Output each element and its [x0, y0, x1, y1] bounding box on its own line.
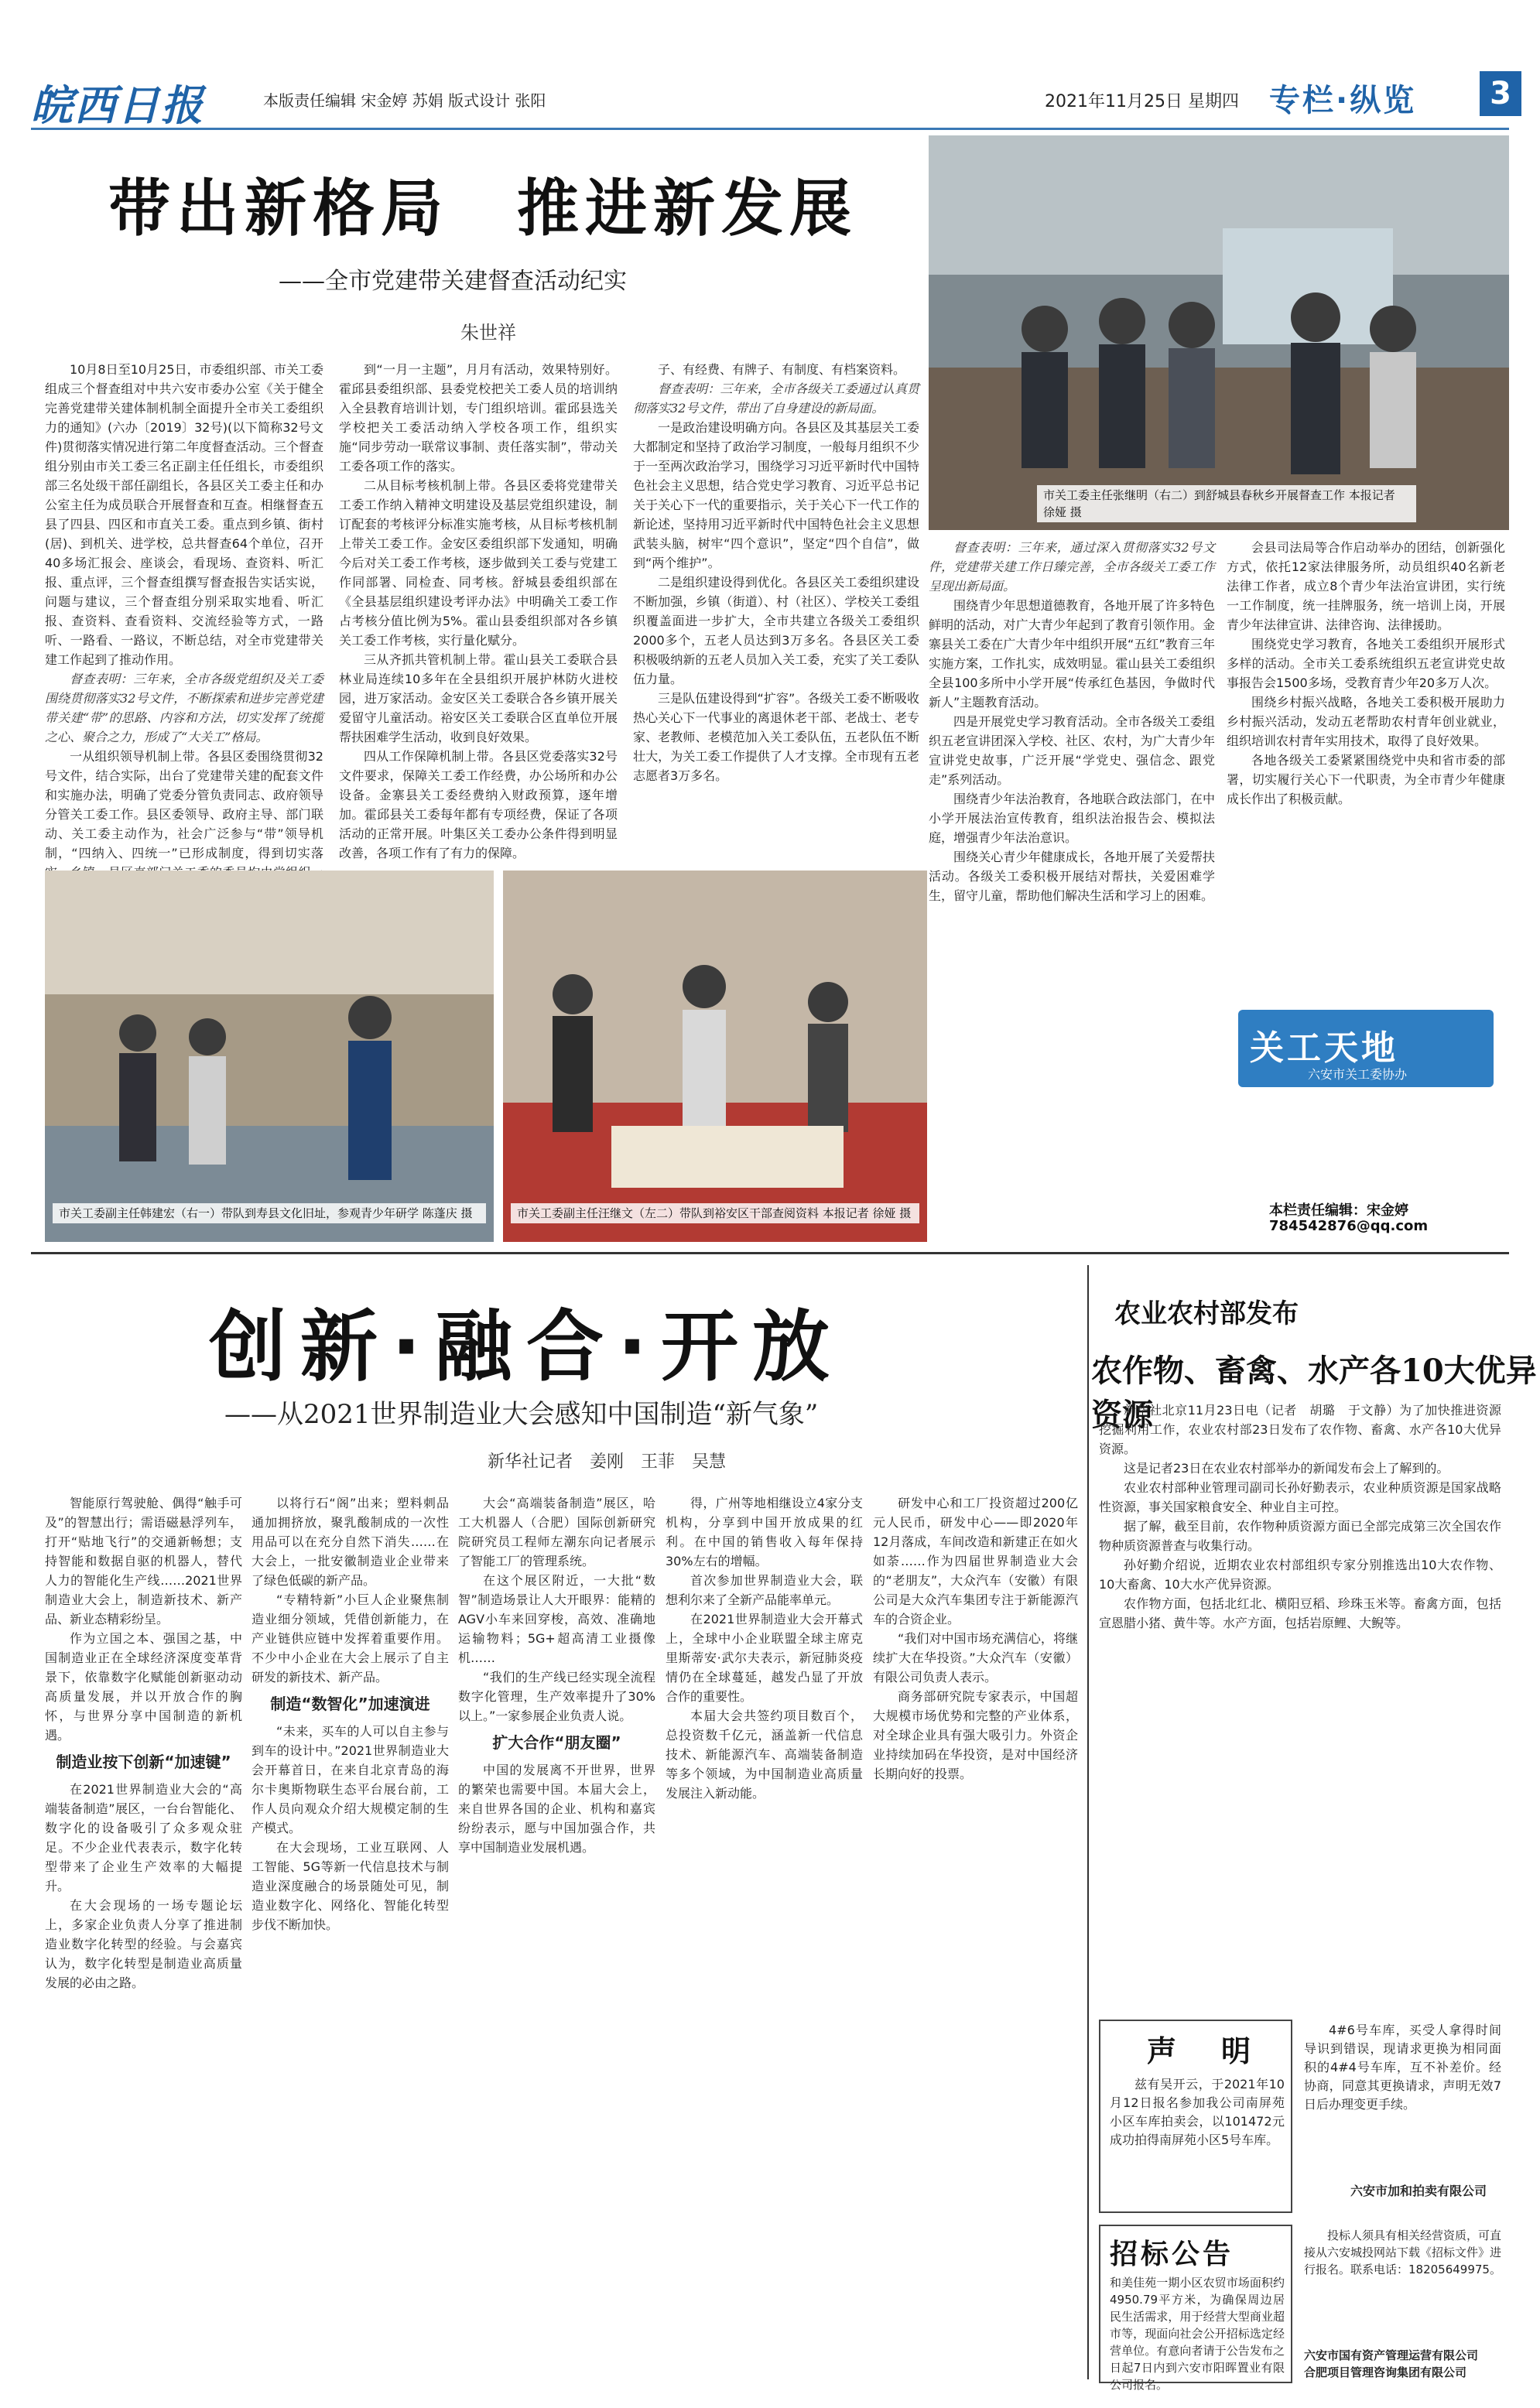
page-editors: 本版责任编辑 宋金婷 苏娟 版式设计 张阳	[263, 91, 546, 110]
zhaopin-title: 招标公告	[1110, 2238, 1234, 2270]
article1-right-photo	[503, 871, 927, 1242]
column-email: 784542876@qq.com	[1269, 1218, 1429, 1234]
zhaopin-company-2: 合肥项目管理咨询集团有限公司	[1304, 2365, 1467, 2379]
section-name: 专栏·纵览	[1269, 83, 1417, 118]
museum-visit-icon	[45, 871, 494, 1242]
article1-column-5: 会县司法局等合作启动举办的团结，创新强化方式，依托12家法律服务所，动员组织40名新老法律工作者，成立8个青少年法治宣讲团，实行统一工作制度，统一挂牌服务，统一培训上岗，开展青少年法律宣讲、法律咨询、法律援助。 围绕党史学习教育，各地关工委组织开展形式多样的活动。全市关工委系统组织五老宣讲党史故事报告会1500多场，受教育青少年20多万人次。 围绕乡村振兴战略，各地关工委积极开展助力乡村振兴活动，发动五老帮助农村青年创业就业，组织培训农村青年实用技术，取得了良好效果。 各地各级关工委紧紧围绕党中央和省市委的部署，切实履行关心下一代职责，为全市青少年健康成长作出了积极贡献。	[1227, 540, 1505, 806]
newspaper-logo: 皖西日报	[31, 80, 204, 130]
shengming-body: 兹有吴开云，于2021年10月12日报名参加我公司南屏苑小区车库拍卖会，以101472元成功拍得南屏苑小区5号车库。	[1110, 2077, 1285, 2147]
article1-subtitle: ——全市党建带关建督查活动纪实	[279, 268, 627, 295]
zhaopin-right-body: 投标人须具有相关经营资质，可直接从六安城投网站下载《招标文件》进行报名。联系电话：18205649975。	[1304, 2228, 1502, 2276]
article2-title: 创新·融合·开放	[209, 1301, 844, 1392]
article2-subtitle: ——从2021世界制造业大会感知中国制造“新气象”	[224, 1399, 819, 1430]
column-banner-title: 关工天地	[1250, 1028, 1398, 1068]
document-review-icon	[503, 871, 927, 1242]
article2-author: 新华社记者 姜刚 王菲 吴慧	[488, 1452, 727, 1472]
issue-date: 2021年11月25日 星期四	[1045, 92, 1239, 111]
article1-column-1: 10月8日至10月25日，市委组织部、市关工委组成三个督查组对中共六安市委办公室《关于健全完善党建带关建体制机制全面提升全市关工委组织力的通知》(六办〔2019〕32号)(以下简称32号文件)贯彻落实情况进行第二年度督查活动。三个督查组分别由市关工委三名正副主任任组长，市委组织部三名处级干部任副组长，各县区关工委主任和办公室主任为成员联合开展督查和互查。相继督查五县了四县、四区和市直关工委。重点到乡镇、街村(居)、到机关、进学校，总共督查64个单位，召开40多场汇报会、座谈会，看现场、查资料、听汇报、重点评，三个督查组撰写督查报告实话实说，问题与建议，三个督查组分别采取实地看、听汇报、查资料、查看资料、交流经验等方式，一路听、一路看、一路议，不断总结，对全市党建带关建工作起到了推动作用。 督查表明：三年来，全市各级党组织及关工委围绕贯彻落实32号文件，不断探索和进步完善党建带关建“带”的思路、内容和方法，切实发挥了统揽之心、聚合之力，形成了“大关工”格局。 一从组织领导机制上带。各县区委围绕贯彻32号文件，结合实际，出台了党建带关建的配套文件和实施办法，明确了党委分管负责同志、政府领导分管关工委工作。县区委领导、政府主导、部门联动、关工委主动作为，社会广泛参与“带”领导机制，“四纳入、四统一”已形成制度，得到切实落	[45, 362, 323, 860]
shengming-company: 六安市加和拍卖有限公司	[1350, 2184, 1487, 2198]
article2-column-3: 大会“高端装备制造”展区，哈工大机器人（合肥）国际创新研究院研究员工程师左潮东向记者展示了智能工厂的管理系统。 在这个展区附近，一大批“数智”制造场景让人大开眼界：能精的AGV小车来回穿梭，高效、准确地运输物料；5G+超高清工业摄像机…… “我们的生产线已经实现全流程数字化管理，生产效率提升了30%以上。”一家参展企业负责人说。 扩大合作“朋友圈” 中国的发展离不开世界，世界的繁荣也需要中国。本届大会上，来自世界各国的企业、机构和嘉宾纷纷表示，愿与中国加强合作，共享中国制造业发展机遇。	[458, 1496, 655, 1855]
section-divider	[31, 1252, 1509, 1254]
shengming-notice	[1099, 2020, 1292, 2213]
zhaopin-body: 和美佳苑一期小区农贸市场面积约4950.79平方米，为确保周边居民生活需求，用于经营大型商业超市等，现面向社会公开招标选定经营单位。有意向者请于公告发布之日起7日内到六安市阳晖置业有限公司报名。	[1110, 2276, 1285, 2392]
factory-scene-icon	[929, 135, 1509, 530]
zhaopin-notice	[1099, 2225, 1292, 2392]
article1-left-photo	[45, 871, 494, 1242]
article2-subhead-1: 制造业按下创新“加速键”	[56, 1753, 231, 1771]
vertical-divider	[1087, 1265, 1089, 2379]
article2-column-5: 研发中心和工厂投资超过200亿元人民币，研发中心——即2020年12月落成，车间改造和新建正在如火如荼……作为四届世界制造业大会的“老朋友”，大众汽车（安徽）有限公司是大众汽车集团专注于新能源汽车的合资企业。 “我们对中国市场充满信心，将继续扩大在华投资。”大众汽车（安徽）有限公司负责人表示。 商务部研究院专家表示，中国超大规模市场优势和完整的产业体系，对全球企业具有强大吸引力。外资企业持续加码在华投资，是对中国经济长期向好的投票。	[873, 1496, 1078, 1781]
column-editor: 本栏责任编辑：宋金婷	[1269, 1202, 1408, 1219]
article1-right-photo-caption: 市关工委副主任汪继文（左二）带队到裕安区干部查阅资料 本报记者 徐娅 摄	[511, 1203, 919, 1223]
article3-kicker: 农业农村部发布	[1114, 1298, 1299, 1329]
zhaopin-company-1: 六安市国有资产管理运营有限公司	[1304, 2348, 1479, 2362]
column-banner-sub: 六安市关工委协办	[1308, 1067, 1408, 1082]
article2-column-4: 得，广州等地相继设立4家分支机构，分享到中国开放成果的红利。在中国的销售收入每年保持30%左右的增幅。 首次参加世界制造业大会，联想利尔来了全新产品能率单元。 在2021世界制造业大会开幕式上，全球中小企业联盟全球主席克里斯蒂安·武尔夫表示，新冠肺炎疫情仍在全球蔓延，越发凸显了开放合作的重要性。 本届大会共签约项目数百个，总投资数千亿元，涵盖新一代信息技术、新能源汽车、高端装备制造等多个领域，为中国制造业高质量发展注入新动能。	[666, 1496, 863, 1801]
article1-column-4: 督查表明：三年来，通过深入贯彻落实32号文件，党建带关建工作日臻完善，全市各级关工委工作呈现出新局面。 围绕青少年思想道德教育，各地开展了许多特色鲜明的活动，对广大青少年起到了教育引领作用。金寨县关工委在广大青少年中组织开展“五红”教育三年实施方案，工作扎实，成效明显。霍山县关工委组织全县100多所中小学开展“传承红色基因，争做时代新人”主题教育活动。 四是开展党史学习教育活动。全市各级关工委组织五老宣讲团深入学校、社区、农村，为广大青少年宣讲党史故事，广泛开展“学党史、强信念、跟党走”系列活动。 围绕青少年法治教育，各地联合政法部门，在中小学开展法治宣传教育，组织法治报告会、模拟法庭，增强青少年法治意识。 围绕关心青少年健康成长，各地开展了关爱帮扶活动。各级关工委积极开展结对帮扶，关爱困难学生，留守儿童，帮助他们解决生活和学习上的困难。	[929, 540, 1215, 903]
article1-left-photo-caption: 市关工委副主任韩建宏（右一）带队到寿县文化旧址，参观青少年研学 陈蓬庆 摄	[53, 1203, 486, 1223]
article1-column-3: 子、有经费、有牌子、有制度、有档案资料。 督查表明：三年来，全市各级关工委通过认真贯彻落实32号文件，带出了自身建设的新局面。 一是政治建设明确方向。各县区及其基层关工委大都制定和坚持了政治学习制度，一般每月组织不少于一至两次政治学习，围绕学习习近平新时代中国特色社会主义思想，结合党史学习教育、习近平总书记关于关心下一代的重要指示，关于关心下一代工作的新论述，坚持用习近平新时代中国特色社会主义思想武装头脑，树牢“四个意识”，坚定“四个自信”，做到“两个维护”。 二是组织建设得到优化。各县区关工委组织建设不断加强，乡镇（街道）、村（社区）、学校关工委组织覆盖面进一步扩大，全市共建立各级关工委组织2000多个，五老人员达到3万多名。各县区关工委积极吸纳新的五老人员加入关工委，充实了关工委队伍力量。 三是队伍建设得到“扩容”。各级关工委不断吸收热心关心下一代事业的离退休老干部、老战士、老专家、老教师、老模范加入关工委队伍，五老队伍不断壮大，为关工委工作提供了人才支撑。全市现有五老志愿者3万多名。	[633, 362, 919, 783]
article1-main-photo	[929, 135, 1509, 530]
article1-column-2: 到“一月一主题”，月月有活动，效果特别好。霍邱县委组织部、县委党校把关工委人员的培训纳入全县教育培训计划，专门组织培训。霍邱县选关学校把关工委活动纳入学校各项工作，组织实施“同步劳动一联常议事制、责任落实制”，带动关工委各项工作的落实。 二从目标考核机制上带。各县区委将党建带关工委工作纳入精神文明建设及基层党组织建设，制订配套的考核评分标准实施考核，从目标考核机制上带关工委工作。金安区委组织部下发通知，明确今后对关工委工作考核，逐步做到关工委与党建工作同部署、同检查、同考核。舒城县委组织部在《全县基层组织建设考评办法》中明确关工委工作占考核分值比例为5%。霍山县委组织部对各乡镇关工委工作考核，实行量化赋分。 三从齐抓共管机制上带。霍山县关工委联合县林业局连续10多年在全县组织开展护林防火进校园，进万家活动。金安区关工委联合各乡镇开展关爱留守儿童活动。裕安区关工委联合区直单位开展帮扶困难学生活动，收到良好效果。 四从工作保障机制上带。各县区党委落实32号文件要求，保障关工委工作经费，办公场所和办公设备。金寨县关工委经费纳入财政预算，逐年增加。霍邱县关工委每年都有专项经费，保证了各项活动的正常开展。叶集区关工委办公条件得到明显改善，各项工作有了有力的保障。	[339, 362, 618, 860]
article1-author: 朱世祥	[460, 322, 516, 344]
page-number: 3	[1480, 71, 1521, 116]
article2-column-1: 智能原行驾驶舱、偶得“触手可及”的智慧出行；需语磁悬浮列车，打开“贴地飞行”的交通新畅想；支持智能和数据自驱的机器人，替代人力的智能化生产线……2021世界制造业大会上，制造新技术、新产品、新业态精彩纷呈。 作为立国之本、强国之基，中国制造业正在全球经济深度变革背景下，依靠数字化赋能创新驱动动高质量发展，并以开放合作的胸怀，与世界分享中国制造的新机遇。 制造业按下创新“加速键” 在2021世界制造业大会的“高端装备制造”展区，一台台智能化、数字化的设备吸引了众多观众驻足。不少企业代表表示，数字化转型带来了企业生产效率的大幅提升。 在大会现场的一场专题论坛上，多家企业负责人分享了推进制造业数字化转型的经验。与会嘉宾认为，数字化转型是制造业高质量发展的必由之路。	[45, 1496, 242, 1990]
article1-main-photo-caption: 市关工委主任张继明（右二）到舒城县春秋乡开展督查工作 本报记者 徐娅 摄	[1037, 485, 1416, 522]
article3-title: 农作物、畜禽、水产各10大优异资源	[1091, 1353, 1537, 1433]
shengming-right-body: 4#6号车库，买受人拿得时间导识到错误，现请求更换为相同面积的4#4号车库，互不补差价。经协商，同意其更换请求，声明无效7日后办理变更手续。	[1304, 2023, 1501, 2112]
article3-column: 新华社北京11月23日电（记者 胡璐 于文静）为了加快推进资源挖掘利用工作，农业农村部23日发布了农作物、畜禽、水产各10大优异资源。 这是记者23日在农业农村部举办的新闻发布会上了解到的。 农业农村部种业管理司副司长孙好勤表示，农业种质资源是国家战略性资源，事关国家粮食安全、种业自主可控。 据了解，截至目前，农作物种质资源方面已全部完成第三次全国农作物种质资源普查与收集行动。 孙好勤介绍说，近期农业农村部组织专家分别推选出10大农作物、10大畜禽、10大水产优异资源。 农作物方面，包括北红北、横阳豆稻、珍珠玉米等。畜禽方面，包括宣恩腊小猪、黄牛等。水产方面，包括岩原鲤、大鲵等。	[1099, 1403, 1501, 1630]
article2-column-2: 以将行石“阁”出来；塑料刺品通加拥挤放，聚乳酸制成的一次性用品可以在充分自然下消失……在大会上，一批安徽制造业企业带来了绿色低碳的新产品。 “专精特新”小巨人企业聚焦制造业细分领域，凭借创新能力，在产业链供应链中发挥着重要作用。不少中小企业在大会上展示了自主研发的新技术、新产品。 制造“数智化”加速演进 “未来，买车的人可以自主参与到车的设计中。”2021世界制造业大会开幕首日，在来自北京青岛的海尔卡奥斯物联生态平台展台前，工作人员向观众介绍大规模定制的生产模式。 在大会现场，工业互联网、人工智能、5G等新一代信息技术与制造业深度融合的场景随处可见，制造业数字化、网络化、智能化转型步伐不断加快。	[252, 1496, 449, 1932]
article1-title: 带出新格局 推进新发展	[108, 173, 857, 245]
shengming-title: 声 明	[1147, 2033, 1259, 2068]
masthead	[31, 68, 1509, 130]
